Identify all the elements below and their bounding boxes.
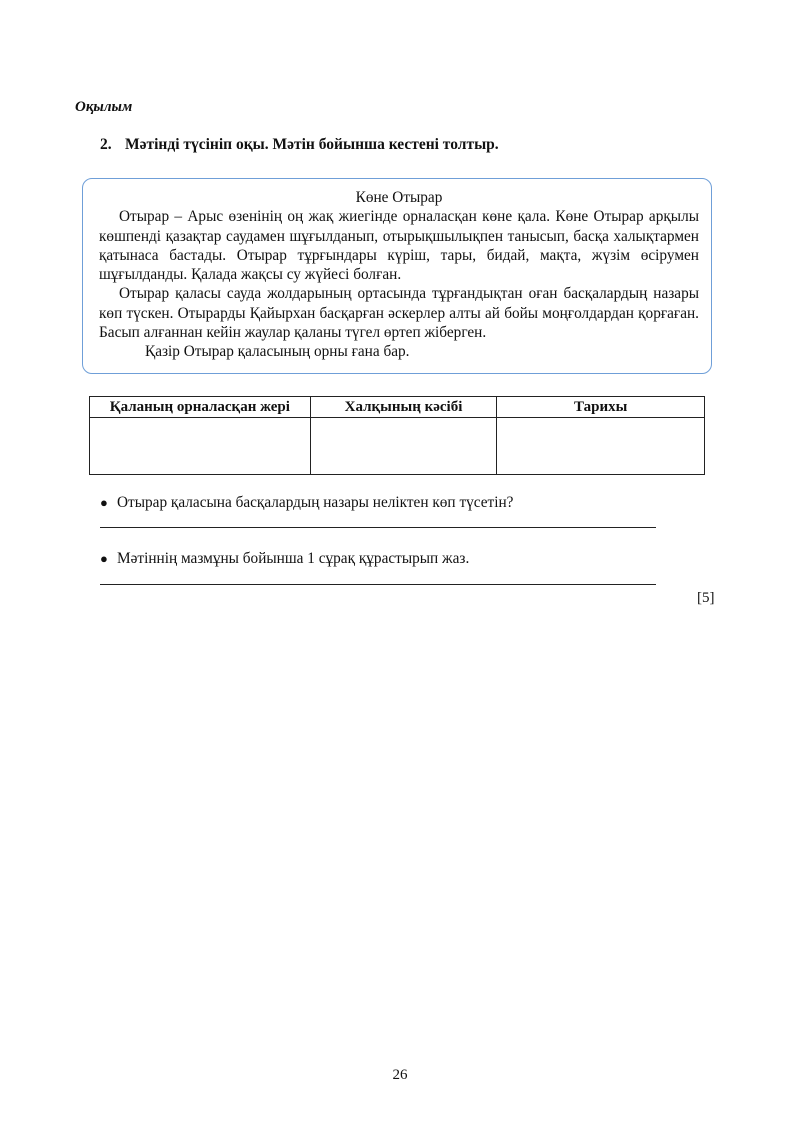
reading-text-box bbox=[82, 178, 712, 374]
task-text: Мәтінді түсініп оқы. Мәтін бойынша кестені толтыр. bbox=[125, 136, 499, 153]
bullet-icon: ● bbox=[100, 495, 108, 510]
question-1-text: Отырар қаласына басқалардың назары неліктен көп түсетін? bbox=[117, 494, 514, 511]
reading-paragraph-2: Отырар қаласы сауда жолдарының ортасында тұрғандықтан оған басқалардың назары көп түскен. Отырарды Қайырхан басқарған әскерлер алты ай бойы моңғолдардан қорғаған. Басып алғаннан кейін жаулар қаланы түгел өртеп жіберген. bbox=[99, 285, 699, 342]
table-header-history: Тарихы bbox=[497, 397, 705, 418]
reading-paragraph-3: Қазір Отырар қаласының орны ғана бар. bbox=[145, 343, 410, 361]
answer-table bbox=[89, 396, 705, 475]
table-header-location: Қаланың орналасқан жері bbox=[90, 397, 311, 418]
page-number: 26 bbox=[392, 1067, 408, 1083]
section-title: Оқылым bbox=[75, 99, 133, 115]
answer-line-2[interactable] bbox=[100, 584, 656, 585]
reading-text-title: Көне Отырар bbox=[355, 189, 443, 206]
answer-line-1[interactable] bbox=[100, 527, 656, 528]
question-2 bbox=[100, 550, 469, 568]
table-header-occupation: Халқының кәсібі bbox=[310, 397, 497, 418]
table-answer-row bbox=[90, 418, 705, 475]
task-number: 2. bbox=[100, 136, 112, 153]
question-1 bbox=[100, 494, 513, 512]
bullet-icon: ● bbox=[100, 551, 108, 566]
reading-paragraph-1: Отырар – Арыс өзенінің оң жақ жиегінде орналасқан көне қала. Көне Отырар арқылы көшпенді қазақтар саудамен шұғылданып, отырықшылықпен танысып, басқа халықтармен қатынаса бастады. Отырар тұрғындары күріш, тары, бидай, мақта, жүзім өсірумен шұғылданды. Қалада жақсы су жүйесі болған. bbox=[99, 208, 699, 284]
answer-cell-history[interactable] bbox=[497, 418, 705, 475]
answer-cell-location[interactable] bbox=[90, 418, 311, 475]
answer-cell-occupation[interactable] bbox=[310, 418, 497, 475]
score-label: [5] bbox=[697, 590, 715, 606]
table-header-row bbox=[90, 397, 705, 418]
question-2-text: Мәтіннің мазмұны бойынша 1 сұрақ құрастырып жаз. bbox=[117, 550, 470, 567]
task-instruction bbox=[100, 136, 499, 154]
